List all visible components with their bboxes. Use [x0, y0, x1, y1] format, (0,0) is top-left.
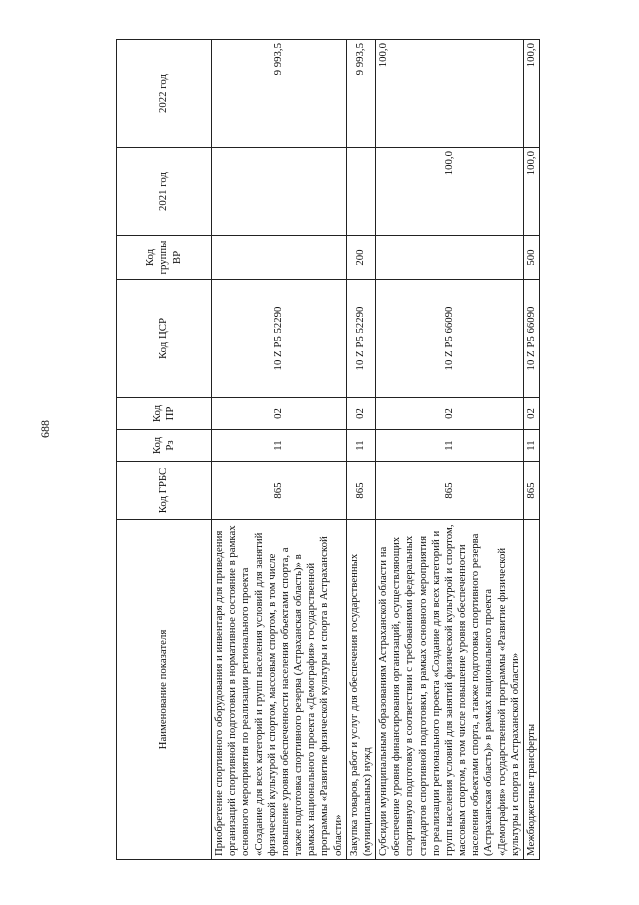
row-pr: 02	[212, 398, 347, 430]
row-csr: 10 Z P5 52290	[212, 280, 347, 398]
row-rz: 11	[523, 430, 539, 462]
row-2022: 9 993,5	[346, 40, 375, 148]
row-vr: 500	[523, 236, 539, 280]
header-csr: Код ЦСР	[117, 280, 212, 398]
row-2022: 100,0	[376, 40, 524, 148]
row-vr: 200	[346, 236, 375, 280]
row-csr: 10 Z P5 52290	[346, 280, 375, 398]
header-row	[117, 40, 212, 860]
header-vr: Код группы ВР	[117, 236, 212, 280]
row-csr: 10 Z P5 66090	[523, 280, 539, 398]
row-2021: 100,0	[523, 148, 539, 236]
row-pr: 02	[523, 398, 539, 430]
row-2021	[346, 148, 375, 236]
row-grbs: 865	[346, 462, 375, 520]
row-rz: 11	[346, 430, 375, 462]
row-2022: 9 993,5	[212, 40, 347, 148]
row-csr: 10 Z P5 66090	[376, 280, 524, 398]
header-grbs: Код ГРБС	[117, 462, 212, 520]
row-pr: 02	[376, 398, 524, 430]
row-2021: 100,0	[376, 148, 524, 236]
page-number: 688	[38, 420, 52, 438]
row-name: Приобретение спортивного оборудования и инвентаря для приведения организаций спортивной подготовки в нормативное состояние в рамках основного мероприятия по реализации регионального проекта «Создание для всех категорий и групп населения условий для занятий физической культурой и спортом, массовым спортом, в том числе повышение уровня обеспеченности населения объектами спорта, а также подготовка спортивного резерва (Астраханская область)» в рамках национального проекта «Демография» государственной программы «Развитие физической культуры и спорта в Астраханской области»	[212, 520, 347, 860]
header-rz: Код Рз	[117, 430, 212, 462]
table-row	[212, 40, 347, 860]
row-grbs: 865	[523, 462, 539, 520]
table-row	[523, 40, 539, 860]
row-2022: 100,0	[523, 40, 539, 148]
row-rz: 11	[212, 430, 347, 462]
row-name: Межбюджетные трансферты	[523, 520, 539, 860]
row-grbs: 865	[212, 462, 347, 520]
row-pr: 02	[346, 398, 375, 430]
rotated-table-wrapper	[116, 40, 537, 860]
row-vr	[376, 236, 524, 280]
table-row	[376, 40, 524, 860]
row-grbs: 865	[376, 462, 524, 520]
row-2021	[212, 148, 347, 236]
header-pr: Код ПР	[117, 398, 212, 430]
budget-table	[116, 39, 540, 860]
row-name: Субсидии муниципальным образованиям Астраханской области на обеспечение уровня финансирования организаций, осуществляющих спортивную подготовку в соответствии с требованиями федеральных стандартов спортивной подготовки, в рамках основного мероприятия по реализации регионального проекта «Создание для всех категорий и групп населения условий для занятий физической культурой и спортом, массовым спортом, в том числе повышение уровня обеспеченности населения объектами спорта, а также подготовка спортивного резерва (Астраханская область)» в рамках национального проекта «Демография» государственной программы «Развитие физической культуры и спорта в Астраханской области»	[376, 520, 524, 860]
row-vr	[212, 236, 347, 280]
header-2022: 2022 год	[117, 40, 212, 148]
header-name: Наименование показателя	[117, 520, 212, 860]
row-name: Закупка товаров, работ и услуг для обеспечения государственных (муниципальных) нужд	[346, 520, 375, 860]
row-rz: 11	[376, 430, 524, 462]
table-row	[346, 40, 375, 860]
header-2021: 2021 год	[117, 148, 212, 236]
